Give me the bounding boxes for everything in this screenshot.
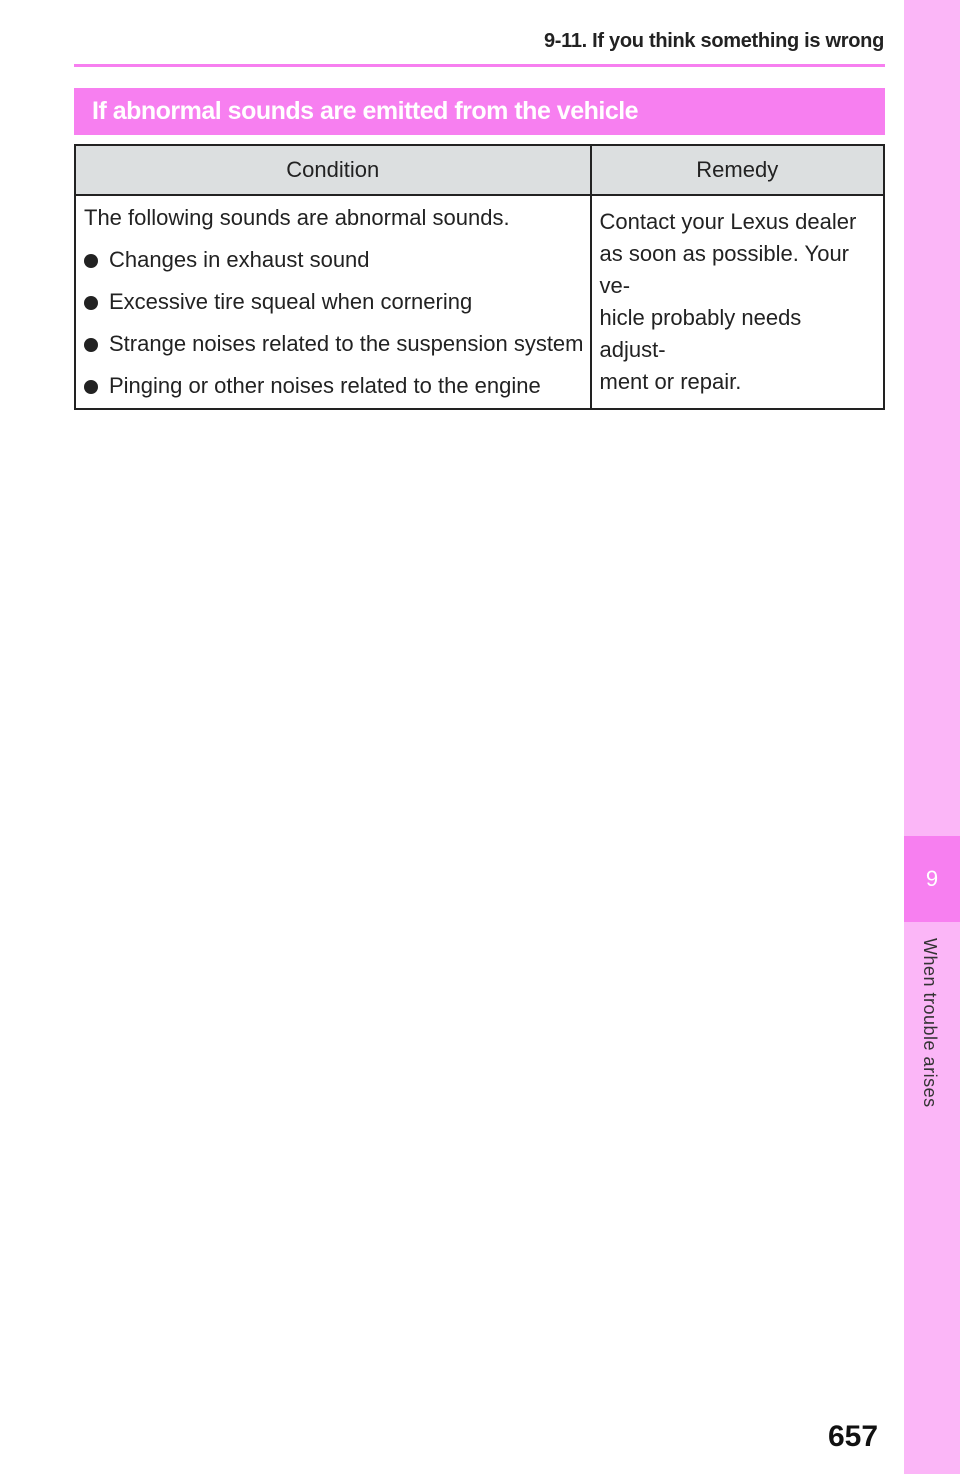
remedy-cell: [591, 195, 885, 409]
table-header-row: [75, 145, 884, 195]
condition-remedy-table: [74, 144, 885, 410]
bullet-icon: [84, 296, 98, 310]
page-header-title: 9-11. If you think something is wrong: [543, 30, 884, 52]
chapter-side-tab: [904, 0, 960, 1474]
column-header-condition: Condition: [75, 145, 591, 195]
list-item: [84, 328, 584, 360]
condition-cell: [75, 195, 591, 409]
remedy-text-line: as soon as possible. Your ve-: [599, 241, 850, 298]
condition-text: Strange noises related to the suspension system: [109, 331, 584, 356]
column-header-remedy: Remedy: [591, 145, 885, 195]
header-divider: [74, 64, 885, 67]
page-number: 657: [828, 1420, 879, 1453]
remedy-text-line: ment or repair.: [599, 369, 742, 394]
bullet-icon: [84, 254, 98, 268]
remedy-text-line: hicle probably needs adjust-: [599, 305, 802, 362]
remedy-text-line: Contact your Lexus dealer: [599, 209, 857, 234]
section-title: If abnormal sounds are emitted from the vehicle: [74, 88, 885, 135]
condition-text: Excessive tire squeal when cornering: [109, 289, 473, 314]
list-item: [84, 286, 584, 318]
condition-text: Pinging or other noises related to the engine: [109, 373, 541, 398]
bullet-icon: [84, 380, 98, 394]
chapter-number-tab: 9: [904, 836, 960, 922]
condition-intro: The following sounds are abnormal sounds.: [84, 205, 510, 230]
condition-text: Changes in exhaust sound: [109, 247, 370, 272]
condition-list: [84, 244, 584, 402]
table-row: [75, 195, 884, 409]
list-item: [84, 370, 584, 402]
chapter-title-vertical: When trouble arises: [920, 938, 940, 1108]
list-item: [84, 244, 584, 276]
bullet-icon: [84, 338, 98, 352]
